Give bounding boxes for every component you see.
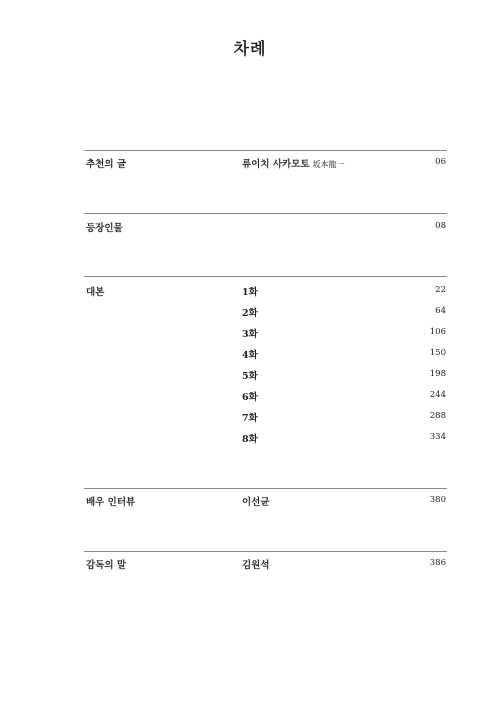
episode-label[interactable]: 3화 bbox=[242, 329, 258, 340]
page-number: 380 bbox=[429, 495, 446, 505]
recommendation-author bbox=[242, 156, 345, 170]
section-divider bbox=[84, 488, 447, 489]
page-number: 334 bbox=[429, 432, 446, 442]
episode-label[interactable]: 8화 bbox=[242, 434, 258, 445]
episode-label[interactable]: 4화 bbox=[242, 350, 258, 361]
episode-label[interactable]: 7화 bbox=[242, 413, 258, 424]
section-title-actor-interview[interactable]: 배우 인터뷰 bbox=[86, 497, 136, 508]
page-number: 198 bbox=[429, 369, 446, 379]
page-number: 150 bbox=[429, 348, 446, 358]
page-number: 288 bbox=[429, 411, 446, 421]
episode-label[interactable]: 2화 bbox=[242, 308, 258, 319]
page-number: 08 bbox=[435, 221, 446, 231]
section-title-directors-note[interactable]: 감독의 말 bbox=[86, 560, 127, 571]
author-name: 류이치 사카모토 bbox=[242, 159, 310, 170]
section-divider bbox=[84, 213, 447, 214]
page-title: 차례 bbox=[233, 39, 267, 58]
page-number: 244 bbox=[429, 390, 446, 400]
interviewee-name: 이선균 bbox=[242, 497, 270, 508]
section-title-script[interactable]: 대본 bbox=[86, 287, 105, 298]
section-divider bbox=[84, 551, 447, 552]
episode-label[interactable]: 5화 bbox=[242, 371, 258, 382]
section-title-characters[interactable]: 등장인물 bbox=[86, 223, 123, 234]
section-title-recommendation[interactable]: 추천의 글 bbox=[86, 159, 127, 170]
author-name-kanji: 坂本龍一 bbox=[312, 160, 345, 169]
page-number: 64 bbox=[435, 306, 446, 316]
page-number: 06 bbox=[435, 157, 446, 167]
page-number: 386 bbox=[429, 558, 446, 568]
episode-label[interactable]: 1화 bbox=[242, 287, 258, 298]
episode-label[interactable]: 6화 bbox=[242, 392, 258, 403]
director-name: 김원석 bbox=[242, 560, 270, 571]
section-divider bbox=[84, 276, 447, 277]
section-divider bbox=[84, 150, 447, 151]
page-number: 22 bbox=[435, 285, 446, 295]
page-number: 106 bbox=[429, 327, 446, 337]
